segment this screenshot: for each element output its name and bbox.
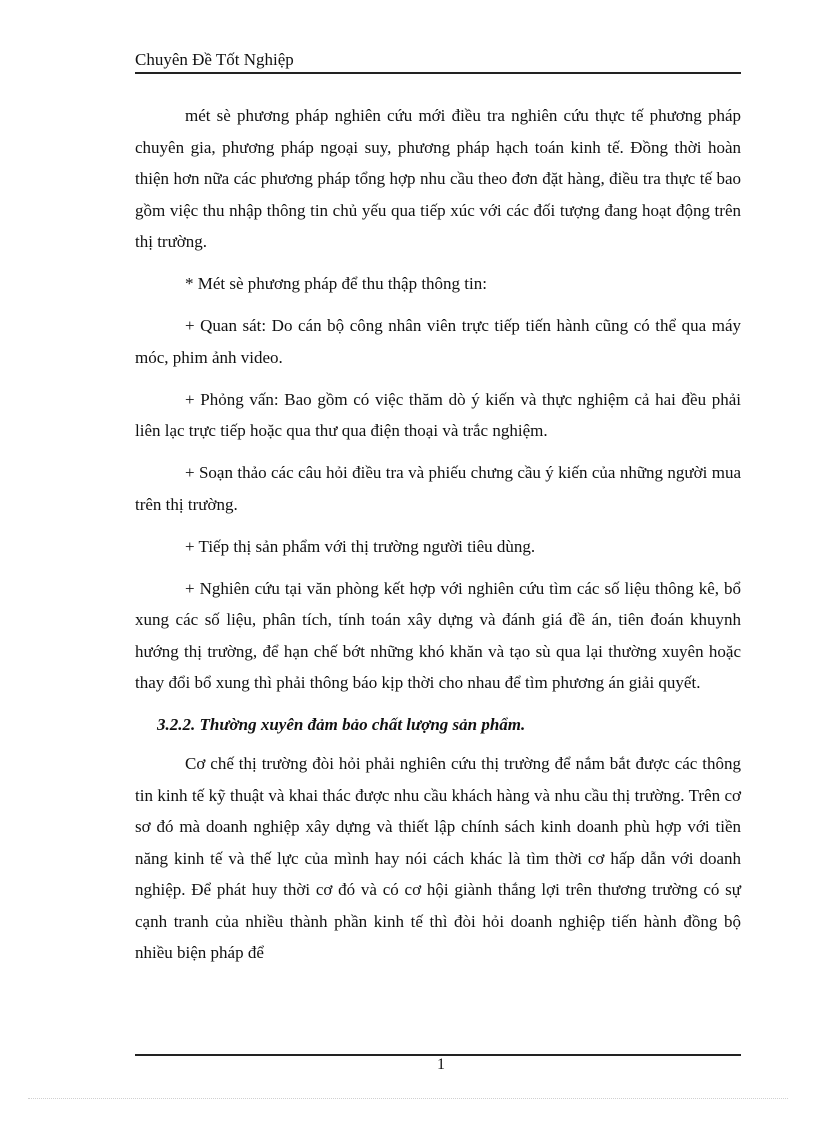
paragraph-8: Cơ chế thị trường đòi hỏi phải nghiên cứu thị trường để nắm bắt được các thông tin kinh tế kỹ thuật và khai thác được nhu cầu khách hàng và nhu cầu thị trường. Trên cơ sơ đó mà doanh nghiệp xây dựng và thiết lập chính sách kinh doanh phù hợp với tiền năng kinh tế và thế lực của mình hay nói cách khác là tìm thời cơ hấp dẫn với doanh nghiệp. Để phát huy thời cơ đó và có cơ hội giành thắng lợi trên thương trường có sự cạnh tranh của nhiều thành phần kinh tế thì đòi hỏi doanh nghiệp tiến hành đồng bộ nhiều biện pháp để <box>135 754 741 962</box>
paragraph-4: + Phỏng vấn: Bao gồm có việc thăm dò ý kiến và thực nghiệm cả hai đều phải liên lạc trực tiếp hoặc qua thư qua điện thoại và trắc nghiệm. <box>135 389 741 440</box>
paragraph-2: * Mét sè phương pháp để thu thập thông tin: <box>185 274 487 293</box>
page-edge-divider <box>28 1098 788 1099</box>
paragraph-1: mét sè phương pháp nghiên cứu mới điều tra nghiên cứu thực tế phương pháp chuyên gia, phương pháp ngoại suy, phương pháp hạch toán kinh tế. Đồng thời hoàn thiện hơn nữa các phương pháp tổng hợp nhu cầu theo đơn đặt hàng, điều tra thực tế bao gồm việc thu nhập thông tin chủ yếu qua tiếp xúc với các đối tượng đang hoạt động trên thị trường. <box>135 106 741 251</box>
paragraph-6: + Tiếp thị sản phẩm với thị trường người tiêu dùng. <box>185 536 536 556</box>
paragraph-5: + Soạn thảo các câu hỏi điều tra và phiếu chưng cầu ý kiến của những người mua trên thị trường. <box>135 463 741 514</box>
header-title: Chuyên Đề Tốt Nghiệp <box>135 50 294 69</box>
section-heading: 3.2.2. Thường xuyên đảm bảo chất lượng sản phẩm. <box>157 715 526 734</box>
page-number: 1 <box>437 1056 445 1073</box>
document-body <box>135 100 741 979</box>
paragraph-3: + Quan sát: Do cán bộ công nhân viên trực tiếp tiến hành cũng có thể qua máy móc, phim ảnh video. <box>135 316 741 367</box>
paragraph-7: + Nghiên cứu tại văn phòng kết hợp với nghiên cứu tìm các số liệu thông kê, bổ xung các số liệu, phân tích, tính toán xây dựng và đánh giá đề án, tiên đoán khuynh hướng thị trường, để hạn chế bớt những khó khăn và tạo sù qua lại thường xuyên hoặc thay đổi bổ xung thì phải thông báo kịp thời cho nhau để tìm phương án giải quyết. <box>135 578 741 692</box>
page-header <box>135 48 741 74</box>
